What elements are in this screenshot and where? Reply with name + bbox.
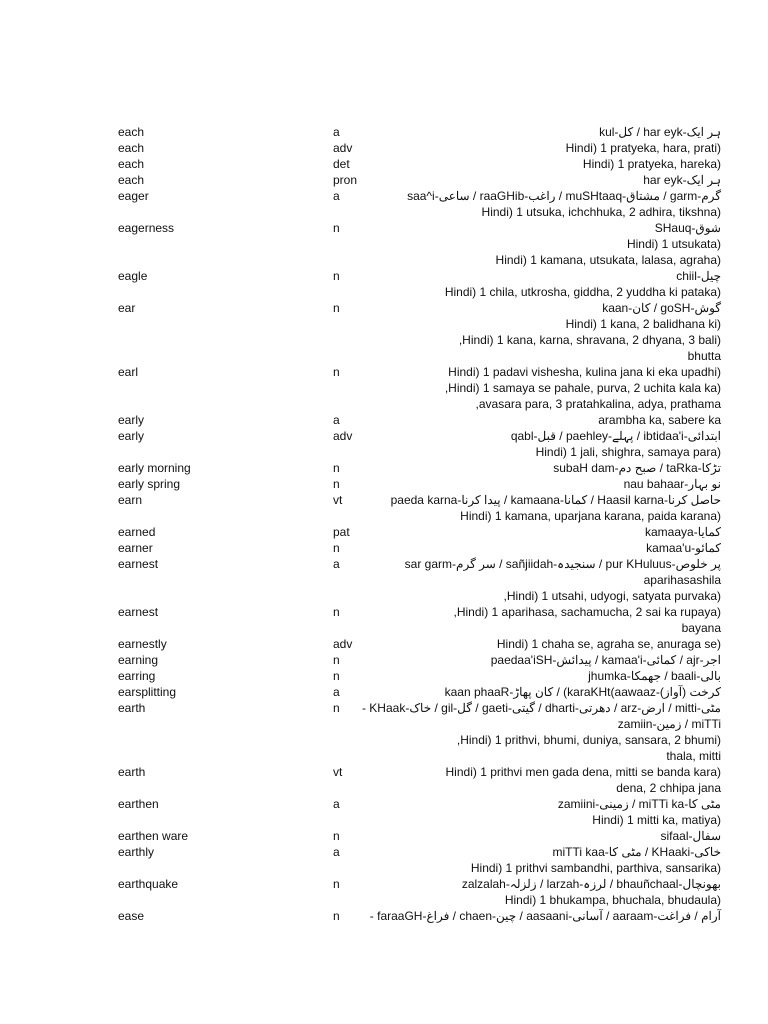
part-of-speech: adv bbox=[333, 141, 353, 155]
entry-line bbox=[0, 524, 768, 540]
part-of-speech: n bbox=[333, 909, 340, 923]
dictionary-entry bbox=[0, 268, 768, 300]
entry-line bbox=[0, 796, 768, 812]
headword: earned bbox=[118, 525, 156, 539]
entry-line bbox=[0, 380, 768, 396]
entry-line bbox=[0, 412, 768, 428]
definition-text: ,Hindi) 1 kana, karna, shravana, 2 dhyana, 3 bali) bbox=[458, 333, 721, 347]
definition-text: Hindi) 1 pratyeka, hareka) bbox=[582, 157, 721, 171]
headword: eager bbox=[118, 189, 149, 203]
headword: early morning bbox=[118, 461, 191, 475]
dictionary-entry bbox=[0, 668, 768, 684]
dictionary-entry bbox=[0, 556, 768, 604]
entry-line bbox=[0, 492, 768, 508]
dictionary-entry bbox=[0, 172, 768, 188]
dictionary-entry bbox=[0, 412, 768, 428]
entry-line bbox=[0, 812, 768, 828]
definition-text: Hindi) 1 kamana, utsukata, lalasa, agraha) bbox=[495, 253, 721, 267]
headword: earsplitting bbox=[118, 685, 177, 699]
dictionary-entry bbox=[0, 140, 768, 156]
definition-text: ,Hindi) 1 samaya se pahale, purva, 2 uchita kala ka) bbox=[444, 381, 721, 395]
part-of-speech: n bbox=[333, 301, 340, 315]
headword: earthen bbox=[118, 797, 159, 811]
dictionary-entry bbox=[0, 364, 768, 412]
definition-text: bhutta bbox=[687, 349, 721, 363]
entry-line bbox=[0, 908, 768, 924]
definition-text: paeda karna-پیدا کرنا / kamaana-کمانا / Haasil karna-حاصل کرنا bbox=[390, 493, 721, 507]
definition-text: thala, mitti bbox=[666, 749, 721, 763]
dictionary-entry bbox=[0, 476, 768, 492]
entry-line bbox=[0, 860, 768, 876]
definition-text: har eyk-ہر ایک bbox=[643, 173, 721, 187]
dictionary-entry bbox=[0, 604, 768, 636]
headword: earth bbox=[118, 701, 146, 715]
definition-text: arambha ka, sabere ka bbox=[598, 413, 721, 427]
dictionary-entry bbox=[0, 188, 768, 220]
definition-text: ,Hindi) 1 prithvi, bhumi, duniya, sansara, 2 bhumi) bbox=[456, 733, 721, 747]
entry-line bbox=[0, 844, 768, 860]
headword: early bbox=[118, 429, 145, 443]
definition-text: kul-کل / har eyk-ہر ایک bbox=[599, 125, 721, 139]
definition-text: kamaaya-کمایا bbox=[645, 525, 721, 539]
entry-line bbox=[0, 684, 768, 700]
entry-line bbox=[0, 700, 768, 716]
dictionary-entry bbox=[0, 636, 768, 652]
headword: earthquake bbox=[118, 877, 179, 891]
headword: earner bbox=[118, 541, 153, 555]
headword: earnest bbox=[118, 557, 159, 571]
definition-text: kaan-کان / goSH-گوش bbox=[602, 301, 721, 315]
part-of-speech: a bbox=[333, 845, 340, 859]
definition-text: Hindi) 1 kana, 2 balidhana ki) bbox=[565, 317, 721, 331]
definition-text: kamaa'u-کمائو bbox=[646, 541, 721, 555]
dictionary-entry bbox=[0, 828, 768, 844]
definition-text: Hindi) 1 mitti ka, matiya) bbox=[592, 813, 721, 827]
part-of-speech: n bbox=[333, 877, 340, 891]
headword: earthen ware bbox=[118, 829, 189, 843]
dictionary-entry bbox=[0, 700, 768, 764]
part-of-speech: pron bbox=[333, 173, 358, 187]
part-of-speech: n bbox=[333, 829, 340, 843]
entry-line bbox=[0, 508, 768, 524]
definition-text: Hindi) 1 chila, utkrosha, giddha, 2 yuddha ki pataka) bbox=[444, 285, 721, 299]
definition-text: SHauq-شوق bbox=[654, 221, 721, 235]
definition-text: sifaal-سفال bbox=[660, 829, 721, 843]
definition-text: zamiini-زمینی / miTTi ka-مٹی کا bbox=[557, 797, 721, 811]
entry-line bbox=[0, 460, 768, 476]
dictionary-entry bbox=[0, 876, 768, 908]
entry-line bbox=[0, 556, 768, 572]
entry-line bbox=[0, 572, 768, 588]
definition-text: - faraaGH-فراغ / chaen-چین / aasaani-آسانی / aaraam-آرام / فراغت bbox=[369, 909, 721, 923]
part-of-speech: a bbox=[333, 125, 340, 139]
definition-text: bayana bbox=[681, 621, 721, 635]
definition-text: paedaa'iSH-پیدائش / kamaa'i-کمائی / ajr-اجر bbox=[490, 653, 721, 667]
headword: ear bbox=[118, 301, 136, 315]
entry-line bbox=[0, 620, 768, 636]
definition-text: Hindi) 1 padavi vishesha, kulina jana ki eka upadhi) bbox=[448, 365, 721, 379]
headword: early bbox=[118, 413, 145, 427]
definition-text: Hindi) 1 prithvi men gada dena, mitti se banda kara) bbox=[445, 765, 721, 779]
entry-line bbox=[0, 236, 768, 252]
entry-line bbox=[0, 396, 768, 412]
entry-line bbox=[0, 540, 768, 556]
dictionary-page bbox=[0, 124, 768, 924]
dictionary-entry bbox=[0, 156, 768, 172]
dictionary-entry bbox=[0, 796, 768, 828]
headword: earnestly bbox=[118, 637, 167, 651]
headword: earn bbox=[118, 493, 143, 507]
definition-text: ,Hindi) 1 utsahi, udyogi, satyata purvaka) bbox=[503, 589, 721, 603]
headword: earth bbox=[118, 765, 146, 779]
entry-line bbox=[0, 252, 768, 268]
part-of-speech: a bbox=[333, 685, 340, 699]
dictionary-entry bbox=[0, 844, 768, 876]
entry-line bbox=[0, 348, 768, 364]
definition-text: ,Hindi) 1 aparihasa, sachamucha, 2 sai ka rupaya) bbox=[453, 605, 721, 619]
headword: earring bbox=[118, 669, 156, 683]
entry-line bbox=[0, 204, 768, 220]
dictionary-entry bbox=[0, 460, 768, 476]
part-of-speech: n bbox=[333, 701, 340, 715]
definition-text: zamiin-زمین / miTTi bbox=[617, 717, 721, 731]
part-of-speech: n bbox=[333, 477, 340, 491]
headword: each bbox=[118, 125, 145, 139]
entry-line bbox=[0, 188, 768, 204]
dictionary-entry bbox=[0, 908, 768, 924]
headword: each bbox=[118, 141, 145, 155]
part-of-speech: a bbox=[333, 797, 340, 811]
part-of-speech: n bbox=[333, 605, 340, 619]
headword: each bbox=[118, 173, 145, 187]
part-of-speech: n bbox=[333, 365, 340, 379]
definition-text: Hindi) 1 bhukampa, bhuchala, bhudaula) bbox=[504, 893, 721, 907]
part-of-speech: det bbox=[333, 157, 350, 171]
part-of-speech: n bbox=[333, 221, 340, 235]
entry-line bbox=[0, 892, 768, 908]
entry-line bbox=[0, 268, 768, 284]
entry-line bbox=[0, 652, 768, 668]
headword: eagle bbox=[118, 269, 148, 283]
part-of-speech: a bbox=[333, 413, 340, 427]
headword: earning bbox=[118, 653, 159, 667]
headword: earnest bbox=[118, 605, 159, 619]
part-of-speech: a bbox=[333, 557, 340, 571]
entry-line bbox=[0, 716, 768, 732]
entry-line bbox=[0, 748, 768, 764]
part-of-speech: pat bbox=[333, 525, 350, 539]
entry-line bbox=[0, 444, 768, 460]
headword: ease bbox=[118, 909, 145, 923]
definition-text: saa^i-ساعی / raaGHib-راغب / muSHtaaq-مشتاق / garm-گرم bbox=[407, 189, 721, 203]
definition-text: dena, 2 chhipa jana bbox=[616, 781, 721, 795]
definition-text: Hindi) 1 kamana, uparjana karana, paida karana) bbox=[460, 509, 721, 523]
entry-line bbox=[0, 316, 768, 332]
headword: earthly bbox=[118, 845, 155, 859]
part-of-speech: n bbox=[333, 669, 340, 683]
definition-text: Hindi) 1 utsuka, ichchhuka, 2 adhira, tikshna) bbox=[481, 205, 721, 219]
dictionary-entry bbox=[0, 652, 768, 668]
definition-text: - KHaak-خاک / gil-گل / gaeti-گیتی / dharti-دھرتی / arz-ارض / mitti-مٹی bbox=[361, 701, 721, 715]
dictionary-entry bbox=[0, 524, 768, 540]
entry-line bbox=[0, 284, 768, 300]
part-of-speech: n bbox=[333, 541, 340, 555]
definition-text: nau bahaar-نو بہار bbox=[623, 477, 721, 491]
entry-line bbox=[0, 732, 768, 748]
entry-line bbox=[0, 828, 768, 844]
part-of-speech: vt bbox=[333, 765, 343, 779]
headword: earl bbox=[118, 365, 139, 379]
definition-text: Hindi) 1 utsukata) bbox=[626, 237, 721, 251]
part-of-speech: n bbox=[333, 269, 340, 283]
part-of-speech: adv bbox=[333, 429, 353, 443]
entry-line bbox=[0, 780, 768, 796]
dictionary-entry bbox=[0, 428, 768, 460]
part-of-speech: a bbox=[333, 189, 340, 203]
entry-line bbox=[0, 764, 768, 780]
entry-line bbox=[0, 604, 768, 620]
dictionary-entry bbox=[0, 540, 768, 556]
headword: early spring bbox=[118, 477, 181, 491]
definition-text: Hindi) 1 chaha se, agraha se, anuraga se) bbox=[496, 637, 721, 651]
definition-text: aparihasashila bbox=[643, 573, 721, 587]
entry-line bbox=[0, 172, 768, 188]
definition-text: subaH dam-صبح دم / taRka-تڑکا bbox=[553, 461, 721, 475]
definition-text: sar garm-سر گرم / sañjiidah-سنجیدہ / pur KHuluus-پر خلوص bbox=[404, 557, 721, 571]
definition-text: chiil-چیل bbox=[676, 269, 721, 283]
definition-text: kaan phaaR-کان پھاڑ / (karaKHt(aawaaz-کرخت (آواز) bbox=[444, 685, 721, 699]
definition-text: zalzalah-زلزلہ / larzah-لرزہ / bhauñchaal-بھونچال bbox=[461, 877, 721, 891]
definition-text: Hindi) 1 pratyeka, hara, prati) bbox=[565, 141, 721, 155]
entry-line bbox=[0, 428, 768, 444]
dictionary-entry bbox=[0, 220, 768, 268]
part-of-speech: n bbox=[333, 653, 340, 667]
dictionary-entry bbox=[0, 492, 768, 524]
dictionary-entry bbox=[0, 124, 768, 140]
part-of-speech: vt bbox=[333, 493, 343, 507]
definition-text: jhumka-جھمکا / baali-بالی bbox=[588, 669, 721, 683]
entry-line bbox=[0, 364, 768, 380]
dictionary-entry bbox=[0, 300, 768, 364]
definition-text: Hindi) 1 prithvi sambandhi, parthiva, sansarika) bbox=[470, 861, 721, 875]
entry-line bbox=[0, 220, 768, 236]
definition-text: ,avasara para, 3 pratahkalina, adya, prathama bbox=[475, 397, 721, 411]
entry-line bbox=[0, 588, 768, 604]
entry-line bbox=[0, 636, 768, 652]
dictionary-entry bbox=[0, 684, 768, 700]
part-of-speech: n bbox=[333, 461, 340, 475]
entry-line bbox=[0, 156, 768, 172]
dictionary-entry bbox=[0, 764, 768, 796]
entry-line bbox=[0, 124, 768, 140]
definition-text: miTTi kaa-مٹی کا / KHaaki-خاکی bbox=[552, 845, 721, 859]
entry-line bbox=[0, 476, 768, 492]
entry-line bbox=[0, 332, 768, 348]
part-of-speech: adv bbox=[333, 637, 353, 651]
headword: eagerness bbox=[118, 221, 175, 235]
entry-line bbox=[0, 668, 768, 684]
headword: each bbox=[118, 157, 145, 171]
entry-line bbox=[0, 140, 768, 156]
definition-text: Hindi) 1 jali, shighra, samaya para) bbox=[535, 445, 721, 459]
entry-line bbox=[0, 300, 768, 316]
definition-text: qabl-قبل / paehley-پہلے / ibtidaa'i-ابتدائی bbox=[510, 429, 721, 443]
entry-line bbox=[0, 876, 768, 892]
